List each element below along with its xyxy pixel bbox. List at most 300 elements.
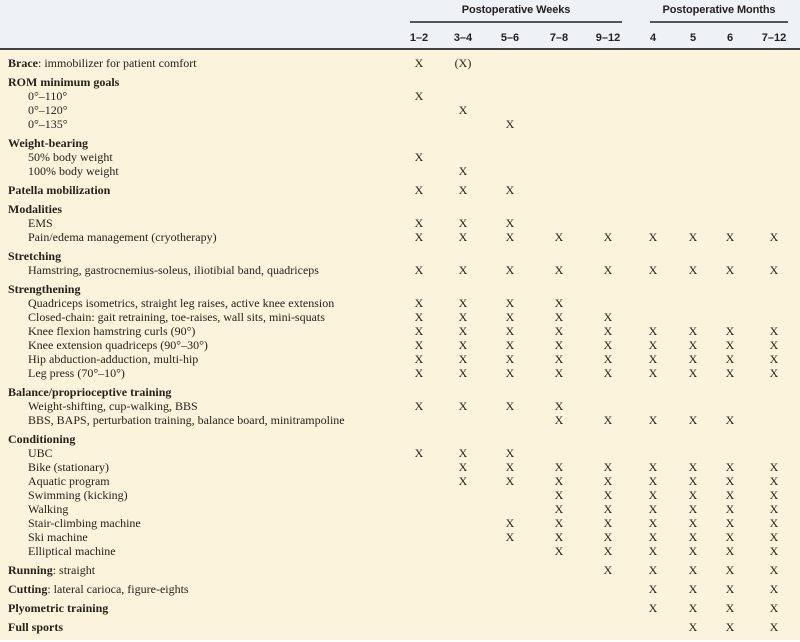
column-label: 7–8 [549,32,569,44]
empty-cell [584,296,632,310]
empty-cell [534,563,584,577]
x-mark-cell: X [505,516,515,530]
x-mark-cell: X [414,324,424,338]
empty-cell [440,202,486,216]
table-row [0,530,800,544]
table-row [0,150,800,164]
empty-cell [534,164,584,178]
x-mark-cell: X [603,413,613,427]
row-label: Stair-climbing machine [28,516,141,530]
empty-cell [440,502,486,516]
x-mark-cell: X [505,460,515,474]
months-group-rule [650,21,788,23]
x-mark-cell: X [769,563,779,577]
x-mark-cell: X [458,183,468,197]
x-mark-cell: X [603,230,613,244]
x-mark-cell: X [554,488,564,502]
empty-cell [584,385,632,399]
empty-cell [440,413,486,427]
x-mark-cell: X [725,460,735,474]
empty-cell [398,136,440,150]
table-row [0,263,800,277]
empty-cell [398,474,440,488]
x-mark-cell: X [554,296,564,310]
empty-cell [398,103,440,117]
empty-cell [748,75,800,89]
x-mark-cell: X [648,601,658,615]
empty-cell [748,56,800,70]
empty-cell [712,183,748,197]
empty-cell [440,544,486,558]
x-mark-cell: X [603,474,613,488]
x-mark-cell: X [458,352,468,366]
empty-cell [440,563,486,577]
x-mark-cell: X [648,460,658,474]
x-mark-cell: X [505,216,515,230]
column-label: 6 [726,32,734,44]
table-row [0,385,800,399]
table-row [0,488,800,502]
x-mark-cell: X [603,544,613,558]
empty-cell [674,56,712,70]
x-mark-cell: X [554,460,564,474]
column-label: 4 [649,32,657,44]
x-mark-cell: X [688,324,698,338]
x-mark-cell: X [725,544,735,558]
empty-cell [712,150,748,164]
x-mark-cell: X [769,516,779,530]
x-mark-cell: X [414,296,424,310]
x-mark-cell: X [648,502,658,516]
empty-cell [748,282,800,296]
table-row [0,216,800,230]
table-row [0,582,800,596]
x-mark-cell: X [725,413,735,427]
row-label: 0°–110° [28,89,68,103]
x-mark-cell: X [414,446,424,460]
x-mark-cell: X [458,296,468,310]
x-mark-cell: X [688,366,698,380]
empty-cell [748,117,800,131]
x-mark-cell: X [458,164,468,178]
empty-cell [398,582,440,596]
empty-cell [534,282,584,296]
empty-cell [748,249,800,263]
empty-cell [486,488,534,502]
empty-cell [632,620,674,634]
table-row [0,296,800,310]
table-row [0,413,800,427]
x-mark-cell: X [505,366,515,380]
empty-cell [398,432,440,446]
row-label: Plyometric training [8,601,109,615]
x-mark-cell: X [725,620,735,634]
row-label: Leg press (70°–10°) [28,366,125,380]
empty-cell [584,601,632,615]
table-row [0,432,800,446]
empty-cell [534,75,584,89]
empty-cell [584,183,632,197]
row-label: Walking [28,502,69,516]
x-mark-cell: X [603,488,613,502]
empty-cell [712,75,748,89]
empty-cell [632,310,674,324]
empty-cell [712,310,748,324]
empty-cell [632,446,674,460]
empty-cell [712,136,748,150]
empty-cell [486,563,534,577]
x-mark-cell: X [725,366,735,380]
empty-cell [486,282,534,296]
empty-cell [486,202,534,216]
empty-cell [398,413,440,427]
empty-cell [534,432,584,446]
empty-cell [632,282,674,296]
table-row [0,474,800,488]
x-mark-cell: X [648,230,658,244]
x-mark-cell: X [414,150,424,164]
x-mark-cell: X [505,263,515,277]
x-mark-cell: X [688,474,698,488]
column-label: 1–2 [409,32,429,44]
empty-cell [486,601,534,615]
row-label: Modalities [8,202,62,216]
x-mark-cell: X [688,413,698,427]
x-mark-cell: X [725,230,735,244]
x-mark-cell: X [458,103,468,117]
empty-cell [440,620,486,634]
empty-cell [748,446,800,460]
empty-cell [440,582,486,596]
empty-cell [534,117,584,131]
empty-cell [534,56,584,70]
x-mark-cell: X [725,502,735,516]
row-label: Weight-shifting, cup-walking, BBS [28,399,198,413]
empty-cell [486,89,534,103]
x-mark-cell: X [769,352,779,366]
table-row [0,202,800,216]
empty-cell [584,432,632,446]
x-mark-cell: X [725,352,735,366]
empty-cell [534,183,584,197]
x-mark-cell: X [769,460,779,474]
x-mark-cell: X [725,338,735,352]
x-mark-cell: X [554,263,564,277]
x-mark-cell: X [458,324,468,338]
empty-cell [440,530,486,544]
x-mark-cell: X [769,502,779,516]
x-mark-cell: X [688,516,698,530]
x-mark-cell: X [505,474,515,488]
empty-cell [486,103,534,117]
x-mark-cell: X [458,310,468,324]
x-mark-cell: X [458,338,468,352]
empty-cell [440,150,486,164]
empty-cell [674,296,712,310]
empty-cell [712,296,748,310]
empty-cell [440,75,486,89]
x-mark-cell: X [554,399,564,413]
x-mark-cell: X [648,263,658,277]
x-mark-cell: X [688,582,698,596]
empty-cell [632,164,674,178]
empty-cell [712,103,748,117]
table-row [0,544,800,558]
empty-cell [712,432,748,446]
empty-cell [440,385,486,399]
table-row [0,460,800,474]
x-mark-cell: X [648,516,658,530]
empty-cell [632,202,674,216]
x-mark-cell: X [688,460,698,474]
x-mark-cell: X [725,601,735,615]
x-mark-cell: X [554,230,564,244]
empty-cell [440,117,486,131]
column-label: 5 [689,32,697,44]
table-row [0,446,800,460]
row-label: Weight-bearing [8,136,88,150]
row-label: Cutting: lateral carioca, figure-eights [8,582,189,596]
empty-cell [534,601,584,615]
empty-cell [534,89,584,103]
weeks-group-label: Postoperative Weeks [461,4,571,16]
empty-cell [674,136,712,150]
x-mark-cell: X [688,488,698,502]
empty-cell [584,56,632,70]
empty-cell [674,117,712,131]
x-mark-cell: X [648,544,658,558]
row-label: Elliptical machine [28,544,116,558]
empty-cell [534,103,584,117]
x-mark-cell: X [648,413,658,427]
x-mark-cell: X [554,324,564,338]
x-mark-cell: X [505,446,515,460]
x-mark-cell: X [603,502,613,516]
empty-cell [712,446,748,460]
x-mark-cell: X [603,460,613,474]
x-mark-cell: X [505,230,515,244]
table-row [0,183,800,197]
row-label: Stretching [8,249,62,263]
row-label: 0°–120° [28,103,68,117]
empty-cell [486,620,534,634]
empty-cell [584,117,632,131]
x-mark-cell: X [414,352,424,366]
table-row [0,399,800,413]
empty-cell [398,75,440,89]
row-label: Conditioning [8,432,76,446]
x-mark-cell: X [603,563,613,577]
empty-cell [748,385,800,399]
empty-cell [632,385,674,399]
empty-cell [712,385,748,399]
x-mark-cell: X [414,263,424,277]
empty-cell [398,620,440,634]
table-row [0,338,800,352]
x-mark-cell: X [769,601,779,615]
empty-cell [712,282,748,296]
x-mark-cell: X [458,460,468,474]
empty-cell [398,164,440,178]
row-label: 100% body weight [28,164,119,178]
row-label: UBC [28,446,53,460]
x-mark-cell: X [414,216,424,230]
x-mark-cell: X [648,563,658,577]
x-mark-cell: X [769,488,779,502]
empty-cell [748,89,800,103]
x-mark-cell: X [505,530,515,544]
x-mark-cell: X [458,230,468,244]
row-label: Knee flexion hamstring curls (90°) [28,324,196,338]
x-mark-cell: X [648,530,658,544]
empty-cell [712,117,748,131]
table-row [0,249,800,263]
row-label: 50% body weight [28,150,113,164]
x-mark-cell: X [603,366,613,380]
empty-cell [486,56,534,70]
x-mark-cell: X [769,230,779,244]
x-mark-cell: X [725,563,735,577]
empty-cell [674,385,712,399]
empty-cell [584,399,632,413]
x-mark-cell: X [414,366,424,380]
x-mark-cell: X [603,530,613,544]
empty-cell [534,216,584,230]
x-mark-cell: X [725,324,735,338]
x-mark-cell: X [688,338,698,352]
empty-cell [632,56,674,70]
x-mark-cell: X [505,399,515,413]
empty-cell [440,282,486,296]
table-header [0,0,800,50]
empty-cell [486,432,534,446]
empty-cell [584,75,632,89]
empty-cell [534,620,584,634]
empty-cell [440,601,486,615]
empty-cell [398,530,440,544]
empty-cell [486,150,534,164]
x-mark-cell: X [414,310,424,324]
x-mark-cell: X [769,530,779,544]
x-mark-cell: X [725,530,735,544]
empty-cell [674,249,712,263]
x-mark-cell: X [603,338,613,352]
x-mark-cell: X [458,446,468,460]
empty-cell [748,103,800,117]
empty-cell [632,117,674,131]
column-label: 3–4 [453,32,473,44]
empty-cell [674,183,712,197]
table-row [0,324,800,338]
x-mark-cell: X [725,516,735,530]
x-mark-cell: X [769,474,779,488]
x-mark-cell: X [554,544,564,558]
empty-cell [748,432,800,446]
row-label: Bike (stationary) [28,460,109,474]
empty-cell [712,164,748,178]
x-mark-cell: X [688,352,698,366]
empty-cell [486,502,534,516]
x-mark-cell: X [505,324,515,338]
empty-cell [712,89,748,103]
table-row [0,601,800,615]
x-mark-cell: X [769,544,779,558]
empty-cell [398,385,440,399]
row-label-column-spacer [0,32,398,44]
x-mark-cell: X [458,474,468,488]
empty-cell [674,310,712,324]
x-mark-cell: X [458,216,468,230]
x-mark-cell: X [603,263,613,277]
empty-cell [632,150,674,164]
empty-cell [398,516,440,530]
x-mark-cell: X [648,488,658,502]
x-mark-cell: X [769,366,779,380]
empty-cell [632,75,674,89]
empty-cell [584,620,632,634]
column-labels-row [0,32,800,44]
empty-cell [632,103,674,117]
row-label: Full sports [8,620,64,634]
empty-cell [632,296,674,310]
x-mark-cell: X [458,366,468,380]
table-row [0,366,800,380]
empty-cell [398,601,440,615]
empty-cell [584,216,632,230]
weeks-group-rule [410,21,622,23]
x-mark-cell: X [505,352,515,366]
table-row [0,230,800,244]
empty-cell [440,136,486,150]
x-mark-cell: X [554,366,564,380]
x-mark-cell: X [505,296,515,310]
empty-cell [584,150,632,164]
row-label: Closed-chain: gait retraining, toe-raises, wall sits, mini-squats [28,310,325,324]
empty-cell [398,282,440,296]
x-mark-cell: X [505,183,515,197]
empty-cell [584,446,632,460]
row-label: Ski machine [28,530,88,544]
row-label: Hamstring, gastrocnemius-soleus, iliotibial band, quadriceps [28,263,319,277]
row-label: EMS [28,216,53,230]
x-mark-cell: X [554,516,564,530]
empty-cell [486,249,534,263]
x-mark-cell: X [769,620,779,634]
row-label: Pain/edema management (cryotherapy) [28,230,217,244]
row-label: Knee extension quadriceps (90°–30°) [28,338,208,352]
column-label: 9–12 [595,32,621,44]
empty-cell [748,164,800,178]
empty-cell [748,296,800,310]
empty-cell [748,399,800,413]
empty-cell [712,216,748,230]
table-body [0,50,800,640]
empty-cell [398,544,440,558]
x-mark-cell: X [648,324,658,338]
empty-cell [534,385,584,399]
x-mark-cell: X [554,338,564,352]
empty-cell [534,446,584,460]
empty-cell [712,56,748,70]
empty-cell [534,249,584,263]
empty-cell [534,136,584,150]
x-mark-cell: X [769,324,779,338]
table-row [0,75,800,89]
empty-cell [398,502,440,516]
empty-cell [398,202,440,216]
x-mark-cell: X [554,530,564,544]
empty-cell [584,89,632,103]
